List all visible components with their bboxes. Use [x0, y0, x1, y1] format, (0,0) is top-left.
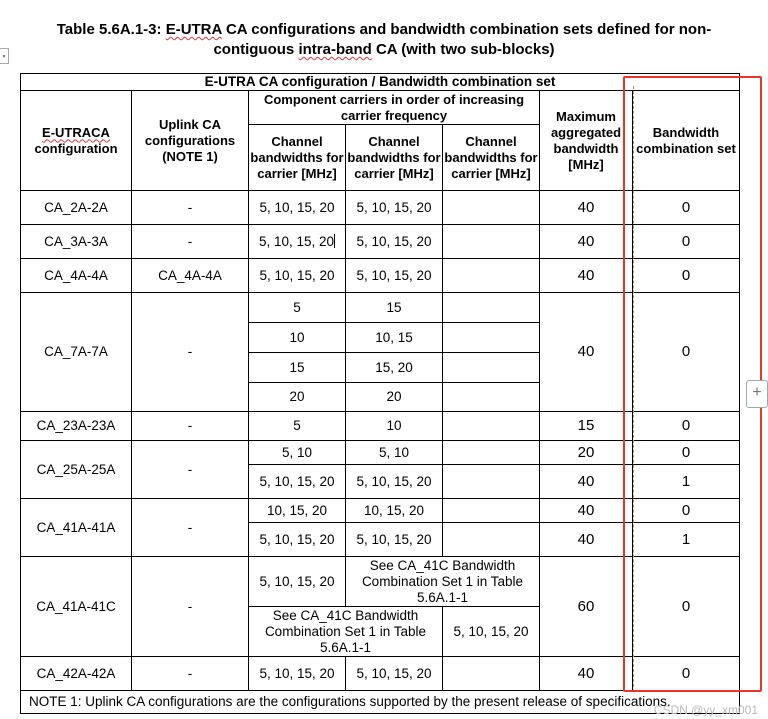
channel-cell: 5, 10, 15, 20	[249, 557, 346, 607]
add-column-plus-icon[interactable]: +	[746, 380, 768, 408]
max-cell: 15	[540, 412, 633, 441]
channel-cell-merged: See CA_41C Bandwidth Combination Set 1 in Table 5.6A.1-1	[346, 557, 540, 607]
channel-cell	[443, 191, 540, 225]
config-cell: CA_7A-7A	[21, 293, 132, 412]
max-cell: 40	[540, 259, 633, 293]
channel-cell	[443, 441, 540, 465]
channel-cell	[443, 657, 540, 691]
channel-cell: 5, 10, 15, 20	[443, 607, 540, 657]
set-cell: 0	[633, 657, 740, 691]
channel-cell: 5, 10	[346, 441, 443, 465]
header-channel-1: Channel bandwidths for carrier [MHz]	[249, 125, 346, 191]
channel-cell-merged: See CA_41C Bandwidth Combination Set 1 in Table 5.6A.1-1	[249, 607, 443, 657]
config-cell: CA_4A-4A	[21, 259, 132, 293]
max-cell: 40	[540, 657, 633, 691]
channel-cell: 5, 10, 15, 20	[346, 657, 443, 691]
watermark: CSDN @yy_xm001	[653, 703, 758, 717]
channel-cell	[443, 225, 540, 259]
set-cell: 0	[633, 441, 740, 465]
spec-table	[20, 73, 740, 714]
uplink-cell: -	[132, 412, 249, 441]
channel-cell: 15, 20	[346, 353, 443, 383]
table-header-top: E-UTRA CA configuration / Bandwidth combination set	[21, 74, 740, 91]
uplink-cell: -	[132, 499, 249, 557]
uplink-cell: -	[132, 557, 249, 657]
channel-cell: 15	[249, 353, 346, 383]
table-caption	[0, 20, 768, 60]
set-cell: 0	[633, 191, 740, 225]
set-cell: 0	[633, 293, 740, 412]
channel-cell: 5, 10, 15, 20	[249, 657, 346, 691]
channel-cell: 15	[346, 293, 443, 323]
channel-cell: 5, 10, 15, 20	[346, 465, 443, 499]
uplink-cell: -	[132, 441, 249, 499]
caption-term: E-UTRA	[165, 21, 222, 38]
max-cell: 40	[540, 499, 633, 523]
header-channel-3: Channel bandwidths for carrier [MHz]	[443, 125, 540, 191]
channel-cell: 10, 15	[346, 323, 443, 353]
header-component-carriers: Component carriers in order of increasing carrier frequency	[249, 91, 540, 125]
set-cell: 0	[633, 557, 740, 657]
channel-cell	[443, 259, 540, 293]
channel-cell: 5	[249, 412, 346, 441]
channel-cell: 5, 10, 15, 20	[249, 191, 346, 225]
channel-cell: 10	[346, 412, 443, 441]
channel-cell	[443, 465, 540, 499]
header-uplink: Uplink CA configurations (NOTE 1)	[132, 91, 249, 191]
config-cell: CA_25A-25A	[21, 441, 132, 499]
header-eutraca-configuration: E-UTRACA configuration	[21, 91, 132, 191]
max-cell: 20	[540, 441, 633, 465]
config-cell: CA_42A-42A	[21, 657, 132, 691]
max-cell: 40	[540, 191, 633, 225]
caption-term-2: intra-band	[298, 41, 372, 58]
max-cell: 40	[540, 293, 633, 412]
max-cell: 40	[540, 523, 633, 557]
config-cell: CA_23A-23A	[21, 412, 132, 441]
channel-cell: 5, 10	[249, 441, 346, 465]
config-cell: CA_2A-2A	[21, 191, 132, 225]
set-cell: 1	[633, 465, 740, 499]
channel-cell	[443, 499, 540, 523]
channel-cell	[443, 353, 540, 383]
uplink-cell: -	[132, 191, 249, 225]
config-cell: CA_41A-41C	[21, 557, 132, 657]
table-note: NOTE 1: Uplink CA configurations are the configurations supported by the present release of specifications.	[21, 691, 740, 714]
set-cell: 0	[633, 412, 740, 441]
config-cell: CA_3A-3A	[21, 225, 132, 259]
header-channel-2: Channel bandwidths for carrier [MHz]	[346, 125, 443, 191]
uplink-cell: CA_4A-4A	[132, 259, 249, 293]
caption-line-2: contiguous intra-band CA (with two sub-blocks)	[213, 41, 555, 58]
channel-cell: 5, 10, 15, 20	[346, 523, 443, 557]
config-cell: CA_41A-41A	[21, 499, 132, 557]
max-cell: 60	[540, 557, 633, 657]
channel-cell	[443, 293, 540, 323]
channel-cell	[443, 323, 540, 353]
channel-cell[interactable]: 5, 10, 15, 20	[249, 225, 346, 259]
channel-cell: 10	[249, 323, 346, 353]
set-cell: 0	[633, 259, 740, 293]
channel-cell: 5, 10, 15, 20	[346, 225, 443, 259]
channel-cell: 5, 10, 15, 20	[249, 259, 346, 293]
max-cell: 40	[540, 225, 633, 259]
uplink-cell: -	[132, 657, 249, 691]
channel-cell: 10, 15, 20	[346, 499, 443, 523]
channel-cell: 5	[249, 293, 346, 323]
channel-cell: 5, 10, 15, 20	[249, 465, 346, 499]
header-bandwidth-combination-set: Bandwidth combination set	[633, 91, 740, 191]
caption-line-1: Table 5.6A.1-3: E-UTRA CA configurations and bandwidth combination sets defined for non-	[56, 21, 712, 38]
uplink-cell: -	[132, 225, 249, 259]
text-cursor	[334, 234, 335, 248]
channel-cell: 5, 10, 15, 20	[346, 191, 443, 225]
set-cell: 0	[633, 225, 740, 259]
set-cell: 0	[633, 499, 740, 523]
max-cell: 40	[540, 465, 633, 499]
channel-cell: 5, 10, 15, 20	[249, 523, 346, 557]
channel-cell: 20	[346, 383, 443, 412]
channel-cell	[443, 383, 540, 412]
header-eutraca: E-UTRACA	[42, 124, 110, 140]
channel-cell: 20	[249, 383, 346, 412]
table-move-handle-icon[interactable]: ▪	[0, 48, 9, 64]
channel-cell: 5, 10, 15, 20	[346, 259, 443, 293]
channel-cell	[443, 412, 540, 441]
set-cell: 1	[633, 523, 740, 557]
channel-cell	[443, 523, 540, 557]
uplink-cell: -	[132, 293, 249, 412]
channel-cell: 10, 15, 20	[249, 499, 346, 523]
header-max-bandwidth: Maximum aggregated bandwidth [MHz]	[540, 91, 633, 191]
